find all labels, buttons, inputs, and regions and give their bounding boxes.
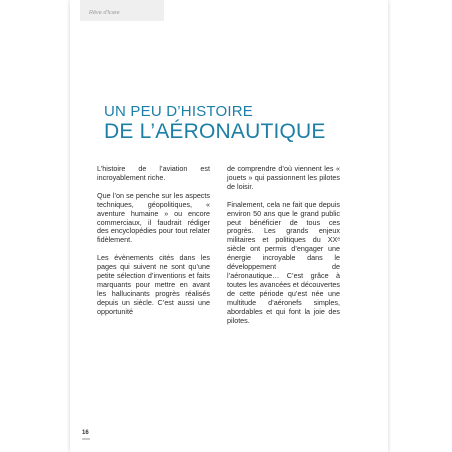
page-number: 16	[82, 430, 89, 436]
document-page	[70, 0, 388, 452]
left-column	[97, 165, 210, 326]
page-number-rule	[82, 438, 90, 440]
paragraph: Finalement, cela ne fait que depuis environ 50 ans que le grand public peut bénéficier de tous ces progrès. Les grands enjeux militaires et politiques du XXᵉ siècle ont permis d’engager une énergie incroyable dans le développement de l’aéronautique… C’est grâce à toutes les avancées et découvertes de cette période qu’est née une multitude d’aéronefs simples, abordables et qui font la joie des pilotes.	[227, 199, 340, 325]
paragraph: Les évènements cités dans les pages qui suivent ne sont qu’une petite sélection d’inventions et faits marquants pour mettre en avant les hallucinants progrès réalisés depuis un siècle. C’est aussi une opportunité	[97, 253, 210, 316]
title-line-1: UN PEU D’HISTOIRE	[104, 103, 253, 120]
title-line-2: DE L’AÉRONAUTIQUE	[104, 120, 326, 143]
running-header: Rêve d'Icare	[89, 10, 120, 16]
right-column	[227, 165, 340, 334]
paragraph: Que l’on se penche sur les aspects techniques, géopolitiques, « aventure humaine » ou encore commerciaux, il faudrait rédiger des encyclopédies pour tout relater fidèlement.	[97, 190, 210, 245]
paragraph: de comprendre d’où viennent les « jouets » qui passionnent les pilotes de loisir.	[227, 164, 340, 191]
paragraph: L’histoire de l’aviation est incroyablement riche.	[97, 164, 210, 182]
